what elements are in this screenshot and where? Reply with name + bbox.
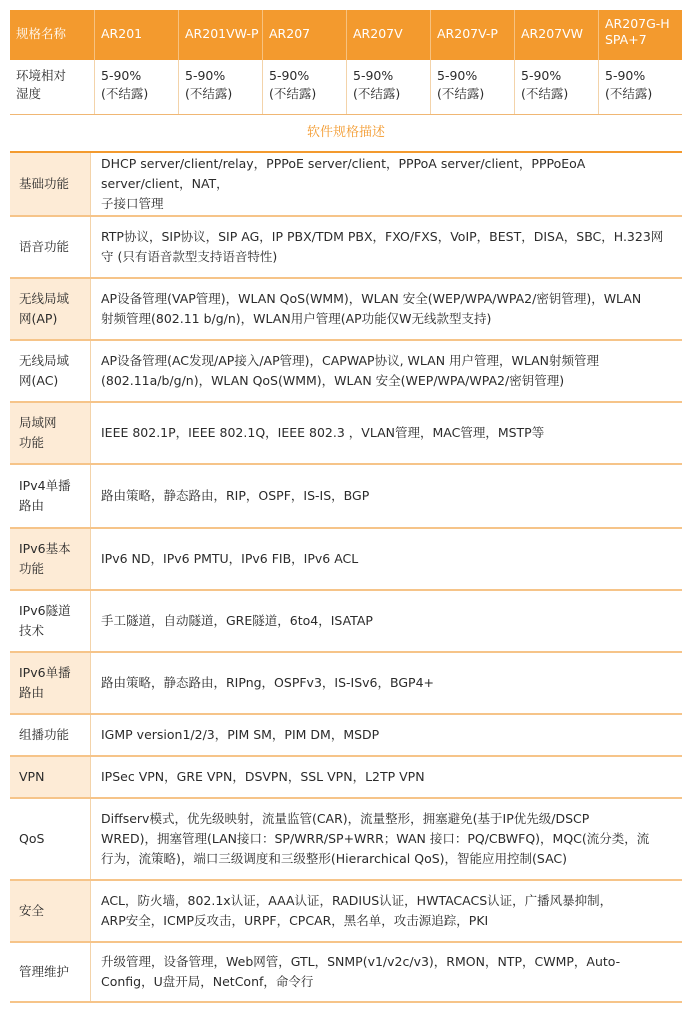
feature-description [90, 943, 682, 1001]
feature-description-line: IEEE 802.1P，IEEE 802.1Q，IEEE 802.3 ，VLAN管理，MAC管理，MSTP等 [101, 425, 545, 440]
spec-cell-line: 5-90% [353, 68, 394, 83]
spec-header-model [598, 10, 682, 60]
feature-description-line: Diffserv模式，优先级映射，流量监管(CAR)，流量整形，拥塞避免(基于IP优先级/DSCP [101, 811, 590, 826]
feature-table [10, 151, 682, 1003]
feature-row [10, 279, 682, 341]
feature-description [90, 465, 682, 527]
spec-cell-line: 5-90% [269, 68, 310, 83]
feature-description-line: IGMP version1/2/3，PIM SM，PIM DM，MSDP [101, 727, 380, 742]
feature-description-line: 路由策略，静态路由，RIPng，OSPFv3，IS-ISv6，BGP4+ [101, 675, 435, 690]
spec-header-line: AR207G-H [605, 16, 670, 31]
feature-row [10, 757, 682, 799]
feature-name-line: 网(AC) [19, 373, 59, 388]
spec-cell [94, 60, 178, 114]
feature-description [90, 341, 682, 401]
spec-table-body [10, 60, 682, 115]
feature-row [10, 403, 682, 465]
feature-row [10, 943, 682, 1003]
feature-row [10, 217, 682, 279]
feature-name [10, 279, 90, 339]
feature-name-line: IPv4单播 [19, 478, 71, 493]
spec-cell [346, 60, 430, 114]
feature-description-line: Config，U盘开局，NetConf，命令行 [101, 974, 314, 989]
spec-header-line: AR207 [269, 26, 311, 41]
feature-name-line: 路由 [19, 498, 45, 513]
spec-header-model [430, 10, 514, 60]
feature-name [10, 529, 90, 589]
spec-cell-line: (不结露) [101, 86, 149, 101]
spec-header-line: AR207VW [521, 26, 584, 41]
feature-description-line: 升级管理，设备管理，Web网管，GTL，SNMP(v1/v2c/v3)，RMON，NTP，CWMP，Auto- [101, 954, 621, 969]
feature-name [10, 341, 90, 401]
spec-header-model [514, 10, 598, 60]
feature-name-line: 语音功能 [19, 239, 70, 254]
feature-description [90, 591, 682, 651]
feature-row [10, 653, 682, 715]
spec-header-name [10, 10, 94, 60]
feature-description [90, 279, 682, 339]
spec-row [10, 60, 682, 115]
spec-cell [262, 60, 346, 114]
spec-cell-line: (不结露) [605, 86, 653, 101]
spec-header-line: AR201VW-P [185, 26, 259, 41]
feature-name [10, 715, 90, 755]
feature-description-line: (802.11a/b/g/n)，WLAN QoS(WMM)，WLAN 安全(WEP/WPA/WPA2/密钥管理) [101, 373, 565, 388]
spec-page [10, 10, 682, 1003]
feature-name-line: IPv6单播 [19, 665, 71, 680]
feature-row [10, 715, 682, 757]
spec-header-model [346, 10, 430, 60]
feature-name-line: 无线局域 [19, 353, 70, 368]
feature-name [10, 943, 90, 1001]
spec-header-model [178, 10, 262, 60]
feature-name [10, 153, 90, 215]
feature-description [90, 403, 682, 463]
feature-description-line: AP设备管理(AC发现/AP接入/AP管理)，CAPWAP协议, WLAN 用户管理，WLAN射频管理 [101, 353, 600, 368]
feature-name-line: IPv6基本 [19, 541, 71, 556]
feature-name-line: 安全 [19, 903, 45, 918]
feature-description-line: 路由策略，静态路由，RIP，OSPF，IS-IS，BGP [101, 488, 370, 503]
spec-cell-line: (不结露) [437, 86, 485, 101]
feature-description-line: AP设备管理(VAP管理)，WLAN QoS(WMM)，WLAN 安全(WEP/WPA/WPA2/密钥管理)，WLAN [101, 291, 642, 306]
feature-name-line: QoS [19, 831, 45, 846]
feature-description-line: 手工隧道，自动隧道，GRE隧道，6to4，ISATAP [101, 613, 373, 628]
feature-name-line: 局域网 [19, 415, 57, 430]
feature-description-line: ACL，防火墙，802.1x认证，AAA认证，RADIUS认证，HWTACACS认证，广播风暴抑制， [101, 893, 613, 908]
spec-header-line: AR201 [101, 26, 143, 41]
feature-description-line: 守 (只有语音款型支持语音特性) [101, 249, 278, 264]
spec-row-name-line: 湿度 [16, 86, 42, 101]
spec-cell-line: (不结露) [521, 86, 569, 101]
spec-cell-line: (不结露) [185, 86, 233, 101]
feature-description [90, 217, 682, 277]
spec-table-header [10, 10, 682, 60]
feature-description [90, 757, 682, 797]
feature-description-line: IPv6 ND，IPv6 PMTU，IPv6 FIB，IPv6 ACL [101, 551, 359, 566]
spec-header-model [262, 10, 346, 60]
spec-cell-line: 5-90% [101, 68, 142, 83]
spec-cell [598, 60, 682, 114]
spec-cell-line: (不结露) [269, 86, 317, 101]
feature-row [10, 881, 682, 943]
feature-name [10, 799, 90, 879]
spec-cell [514, 60, 598, 114]
spec-row-name-line: 环境相对 [16, 68, 67, 83]
feature-description [90, 715, 682, 755]
spec-header-model [94, 10, 178, 60]
feature-row [10, 591, 682, 653]
feature-description [90, 153, 682, 215]
feature-description-line: RTP协议，SIP协议，SIP AG，IP PBX/TDM PBX，FXO/FXS，VoIP，BEST，DISA，SBC，H.323网 [101, 229, 664, 244]
feature-row [10, 341, 682, 403]
feature-row [10, 153, 682, 217]
feature-description-line: 行为，流策略)，端口三级调度和三级整形(Hierarchical QoS)，智能应用控制(SAC) [101, 851, 568, 866]
feature-description-line: WRED)，拥塞管理(LAN接口：SP/WRR/SP+WRR；WAN 接口：PQ/CBWFQ)，MQC(流分类，流 [101, 831, 650, 846]
spec-cell-line: 5-90% [521, 68, 562, 83]
feature-name [10, 757, 90, 797]
spec-cell-line: (不结露) [353, 86, 401, 101]
feature-name [10, 403, 90, 463]
feature-name [10, 217, 90, 277]
feature-name-line: 功能 [19, 561, 45, 576]
spec-cell [430, 60, 514, 114]
feature-description-line: IPSec VPN，GRE VPN，DSVPN，SSL VPN，L2TP VPN [101, 769, 425, 784]
spec-header-line: AR207V-P [437, 26, 498, 41]
spec-row-name [10, 60, 94, 114]
feature-row [10, 799, 682, 881]
feature-description-line: 子接口管理 [101, 196, 164, 211]
feature-name-line: IPv6隧道 [19, 603, 71, 618]
feature-name-line: 技术 [19, 623, 45, 638]
feature-name-line: 基础功能 [19, 176, 70, 191]
feature-description [90, 799, 682, 879]
feature-description-line: 射频管理(802.11 b/g/n)，WLAN用户管理(AP功能仅W无线款型支持) [101, 311, 492, 326]
feature-name-line: VPN [19, 769, 45, 784]
feature-row [10, 465, 682, 529]
feature-name-line: 管理维护 [19, 964, 70, 979]
feature-name-line: 路由 [19, 685, 45, 700]
feature-name-line: 组播功能 [19, 727, 70, 742]
feature-description-line: DHCP server/client/relay，PPPoE server/client，PPPoA server/client，PPPoEoA server/client，NAT， [101, 156, 586, 191]
feature-row [10, 529, 682, 591]
feature-description [90, 653, 682, 713]
feature-name-line: 网(AP) [19, 311, 58, 326]
feature-name [10, 881, 90, 941]
spec-header-line: 规格名称 [16, 26, 67, 41]
section-title: 软件规格描述 [306, 125, 385, 140]
feature-name [10, 465, 90, 527]
feature-description-line: ARP安全，ICMP反攻击，URPF，CPCAR，黑名单，攻击源追踪，PKI [101, 913, 489, 928]
spec-cell [178, 60, 262, 114]
feature-name [10, 653, 90, 713]
feature-name-line: 功能 [19, 435, 45, 450]
feature-name-line: 无线局域 [19, 291, 70, 306]
spec-cell-line: 5-90% [185, 68, 226, 83]
feature-description [90, 529, 682, 589]
spec-header-line: AR207V [353, 26, 403, 41]
feature-description [90, 881, 682, 941]
spec-header-line: SPA+7 [605, 32, 647, 47]
spec-cell-line: 5-90% [605, 68, 646, 83]
feature-name [10, 591, 90, 651]
spec-cell-line: 5-90% [437, 68, 478, 83]
